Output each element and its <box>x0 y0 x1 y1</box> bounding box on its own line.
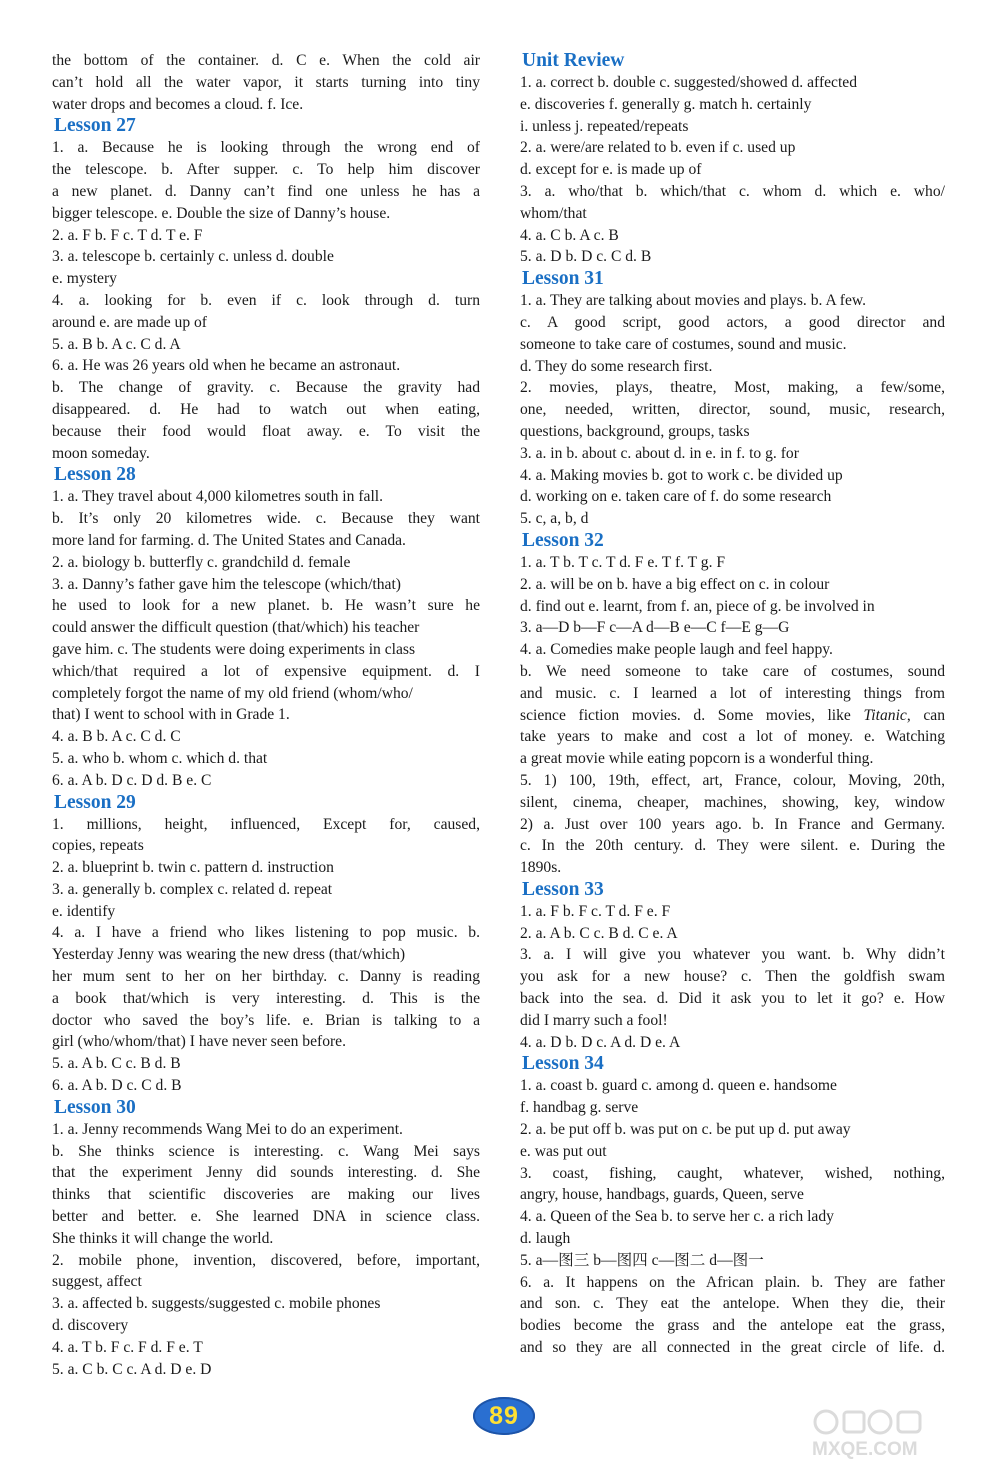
answer-line: he used to look for a new planet. b. He wasn’t sure he <box>52 597 480 615</box>
answer-line: bodies become the grass and the antelope eat the grass, <box>520 1317 945 1335</box>
answer-line: 5. a—图三 b—图四 c—图二 d—图一 <box>520 1251 764 1269</box>
answer-line: bigger telescope. e. Double the size of Danny’s house. <box>52 204 391 222</box>
answer-line: b. The change of gravity. c. Because the gravity had <box>52 379 480 397</box>
answer-line: disappeared. d. He had to watch out when eating, <box>52 400 480 418</box>
answer-line: 5. 1) 100, 19th, effect, art, France, colour, Moving, 20th, <box>520 771 945 789</box>
answer-line: thinks that scientific discoveries are making our lives <box>52 1186 480 1204</box>
answer-line: c. A good script, good actors, a good director and <box>520 313 945 331</box>
movie-title: Titanic <box>863 706 907 724</box>
answer-line: i. unless j. repeated/repeats <box>520 117 689 135</box>
answer-line: 3. coast, fishing, caught, whatever, wished, nothing, <box>520 1164 945 1182</box>
answer-line: 3. a—D b—F c—A d—B e—C f—E g—G <box>520 619 790 637</box>
answer-line: 1. a. They are talking about movies and plays. b. A few. <box>520 292 867 310</box>
answer-line: moon someday. <box>52 444 150 462</box>
answer-line: 4. a. C b. A c. B <box>520 226 619 244</box>
answer-line: e. identify <box>52 902 116 920</box>
answer-line: one, needed, written, director, sound, music, research, <box>520 401 945 419</box>
lesson-heading: Lesson 33 <box>522 878 604 900</box>
answer-line: did I marry such a fool! <box>520 1011 668 1029</box>
answer-line: 4. a. B b. A c. C d. C <box>52 728 181 746</box>
answer-line: suggest, affect <box>52 1273 142 1291</box>
lesson-heading: Lesson 27 <box>54 115 136 137</box>
answer-line: b. It’s only 20 kilometres wide. c. Because they want <box>52 510 480 528</box>
answer-line: 3. a. who/that b. which/that c. whom d. which e. who/ <box>520 182 945 200</box>
answer-line: more land for farming. d. The United States and Canada. <box>52 531 406 549</box>
answer-line: 5. a. D b. D c. C d. B <box>520 248 652 266</box>
answer-line: 3. a. affected b. suggests/suggested c. mobile phones <box>52 1295 381 1313</box>
answer-line: her mum sent to her on her birthday. c. Danny is reading <box>52 968 480 986</box>
answer-line: d. They do some research first. <box>520 357 713 375</box>
answer-line: 2. a. A b. C c. B d. C e. A <box>520 924 678 942</box>
answer-line: 3. a. generally b. complex c. related d. repeat <box>52 880 333 898</box>
answer-line: 2. movies, plays, theatre, Most, making, a few/some, <box>520 379 945 397</box>
answer-line: e. was put out <box>520 1142 607 1160</box>
answer-line: 5. a. C b. C c. A d. D e. D <box>52 1360 212 1378</box>
answer-line: 2. mobile phone, invention, discovered, before, important, <box>52 1251 480 1269</box>
lesson-heading: Lesson 30 <box>54 1096 136 1118</box>
answer-line: water drops and becomes a cloud. f. Ice. <box>52 95 304 113</box>
answer-line: 3. a. I will give you whatever you want. b. Why didn’t <box>520 946 945 964</box>
answer-line: 1. millions, height, influenced, Except for, caused, <box>52 815 480 833</box>
answer-line: 2. a. be put off b. was put on c. be put up d. put away <box>520 1121 851 1139</box>
answer-line: the telescope. b. After supper. c. To help him discover <box>52 161 480 179</box>
lesson-heading: Lesson 31 <box>522 268 604 290</box>
answer-line: d. discovery <box>52 1317 129 1335</box>
answer-line: 4. a. I have a friend who likes listening to pop music. b. <box>52 924 480 942</box>
page-number: 89 <box>489 1401 519 1430</box>
answer-line: 3. a. in b. about c. about d. in e. in f. to g. for <box>520 444 799 462</box>
answer-line: 6. a. A b. D c. D d. B e. C <box>52 771 212 789</box>
answer-line: 4. a. D b. D c. A d. D e. A <box>520 1033 681 1051</box>
answer-line: and son. c. They eat the antelope. When they die, their <box>520 1295 945 1313</box>
answer-line: 1. a. Jenny recommends Wang Mei to do an experiment. <box>52 1120 403 1138</box>
answer-line: 1. a. correct b. double c. suggested/showed d. affected <box>520 74 858 91</box>
answer-line: girl (who/whom/that) I have never seen before. <box>52 1033 347 1051</box>
answer-line: 2. a. blueprint b. twin c. pattern d. instruction <box>52 859 334 877</box>
answer-line: 3. a. Danny’s father gave him the telescope (which/that) <box>52 575 402 593</box>
answer-line: whom/that <box>520 204 587 222</box>
answer-line: the bottom of the container. d. C e. When the cold air <box>52 52 480 69</box>
lesson-heading: Lesson 28 <box>54 464 136 486</box>
answer-line: e. mystery <box>52 270 117 288</box>
answer-line: 1. a. Because he is looking through the wrong end of <box>52 139 480 157</box>
answer-line: 4. a. Making movies b. got to work c. be divided up <box>520 466 843 484</box>
answer-line: 3. a. telescope b. certainly c. unless d. double <box>52 248 334 266</box>
lesson-heading: Lesson 32 <box>522 529 604 551</box>
answer-line: d. laugh <box>520 1230 571 1248</box>
answer-line: around e. are made up of <box>52 313 208 331</box>
answer-line: 5. a. A b. C c. B d. B <box>52 1055 181 1073</box>
answer-line: that the experiment Jenny did sounds interesting. d. She <box>52 1164 480 1182</box>
answer-line: take years to make and cost a lot of money. e. Watching <box>520 728 945 746</box>
answer-line: 1. a. F b. F c. T d. F e. F <box>520 902 671 920</box>
answer-line: 2. a. were/are related to b. even if c. used up <box>520 139 796 157</box>
answer-line: d. except for e. is made up of <box>520 161 702 179</box>
answer-line: 1. a. They travel about 4,000 kilometres south in fall. <box>52 488 384 506</box>
answer-line: can’t hold all the water vapor, it starts turning into tiny <box>52 73 480 91</box>
answer-line: copies, repeats <box>52 837 144 855</box>
answer-line: 4. a. Comedies make people laugh and feel happy. <box>520 641 833 659</box>
answer-line: a new planet. d. Danny can’t find one unless he has a <box>52 182 480 200</box>
answer-line: 4. a. T b. F c. F d. F e. T <box>52 1338 203 1356</box>
answer-line: b. We need someone to take care of costumes, sound <box>520 662 945 680</box>
answer-line: back into the sea. d. Did it ask you to let it go? e. How <box>520 990 945 1008</box>
answer-line: doctor who saved the boy’s life. e. Brian is talking to a <box>52 1011 480 1029</box>
answer-line: you ask for a new house? c. Then the goldfish swam <box>520 968 945 986</box>
lesson-heading: Lesson 34 <box>522 1053 604 1075</box>
answer-line: a great movie while eating popcorn is a wonderful thing. <box>520 750 874 768</box>
page-number-badge <box>473 1397 535 1435</box>
answer-line: angry, house, handbags, guards, Queen, serve <box>520 1186 804 1204</box>
lesson-heading: Lesson 29 <box>54 791 136 813</box>
answer-line: gave him. c. The students were doing experiments in class <box>52 640 416 658</box>
answer-line: completely forgot the name of my old friend (whom/who/ <box>52 684 413 702</box>
watermark-logo <box>808 1408 983 1460</box>
answer-line: 2. a. will be on b. have a big effect on c. in colour <box>520 575 830 593</box>
answer-line: 6. a. A b. D c. C d. B <box>52 1077 182 1095</box>
answer-line: 6. a. It happens on the African plain. b. They are father <box>520 1273 945 1291</box>
answer-line: and music. c. I learned a lot of interesting things from <box>520 684 945 702</box>
answer-line: Yesterday Jenny was wearing the new dress (that/which) <box>52 946 406 964</box>
answer-line: b. She thinks science is interesting. c. Wang Mei says <box>52 1142 480 1160</box>
lesson-heading: Unit Review <box>522 50 625 71</box>
answer-line: and so they are all connected in the great circle of life. d. <box>520 1339 945 1357</box>
answer-line: silent, cinema, cheaper, machines, showing, key, window <box>520 793 945 811</box>
answer-line: f. handbag g. serve <box>520 1099 639 1117</box>
answer-line: 5. c, a, b, d <box>520 510 589 528</box>
answer-line: 2. a. biology b. butterfly c. grandchild d. female <box>52 553 351 571</box>
answer-line: 2. a. F b. F c. T d. T e. F <box>52 226 203 244</box>
answer-line: someone to take care of costumes, sound and music. <box>520 335 847 353</box>
answer-line: because their food would float away. e. To visit the <box>52 422 480 440</box>
answer-line: 4. a. Queen of the Sea b. to serve her c. a rich lady <box>520 1208 834 1226</box>
answer-line: could answer the difficult question (that/which) his teacher <box>52 619 420 637</box>
answer-line: 1890s. <box>520 859 562 877</box>
answer-line: 2) a. Just over 100 years ago. b. In France and Germany. <box>520 815 945 833</box>
right-answer-column <box>520 50 945 1359</box>
answer-line: c. In the 20th century. d. They were silent. e. During the <box>520 837 945 855</box>
answer-line: She thinks it will change the world. <box>52 1229 274 1247</box>
answer-line: 1. a. T b. T c. T d. F e. T f. T g. F <box>520 553 726 571</box>
answer-line: which/that required a lot of expensive equipment. d. I <box>52 662 480 680</box>
answer-line: d. find out e. learnt, from f. an, piece of g. be involved in <box>520 597 875 615</box>
answer-line: 5. a. B b. A c. C d. A <box>52 335 181 353</box>
answer-line: 1. a. coast b. guard c. among d. queen e. handsome <box>520 1077 837 1095</box>
answer-line: better and better. e. She learned DNA in science class. <box>52 1208 480 1226</box>
answer-line: 4. a. looking for b. even if c. look through d. turn <box>52 291 480 309</box>
answer-line: 6. a. He was 26 years old when he became an astronaut. <box>52 357 401 375</box>
left-answer-column <box>52 50 480 1380</box>
watermark-text: MXQE.COM <box>812 1439 918 1460</box>
answer-line: questions, background, groups, tasks <box>520 422 750 440</box>
answer-line: that) I went to school with in Grade 1. <box>52 706 290 724</box>
answer-line: d. working on e. taken care of f. do some research <box>520 488 832 506</box>
answer-line: e. discoveries f. generally g. match h. certainly <box>520 95 812 113</box>
answer-line: a book that/which is very interesting. d. This is the <box>52 989 480 1007</box>
answer-line: science fiction movies. d. Some movies, like Titanic, can <box>520 706 945 724</box>
answer-line: 5. a. who b. whom c. which d. that <box>52 749 268 767</box>
